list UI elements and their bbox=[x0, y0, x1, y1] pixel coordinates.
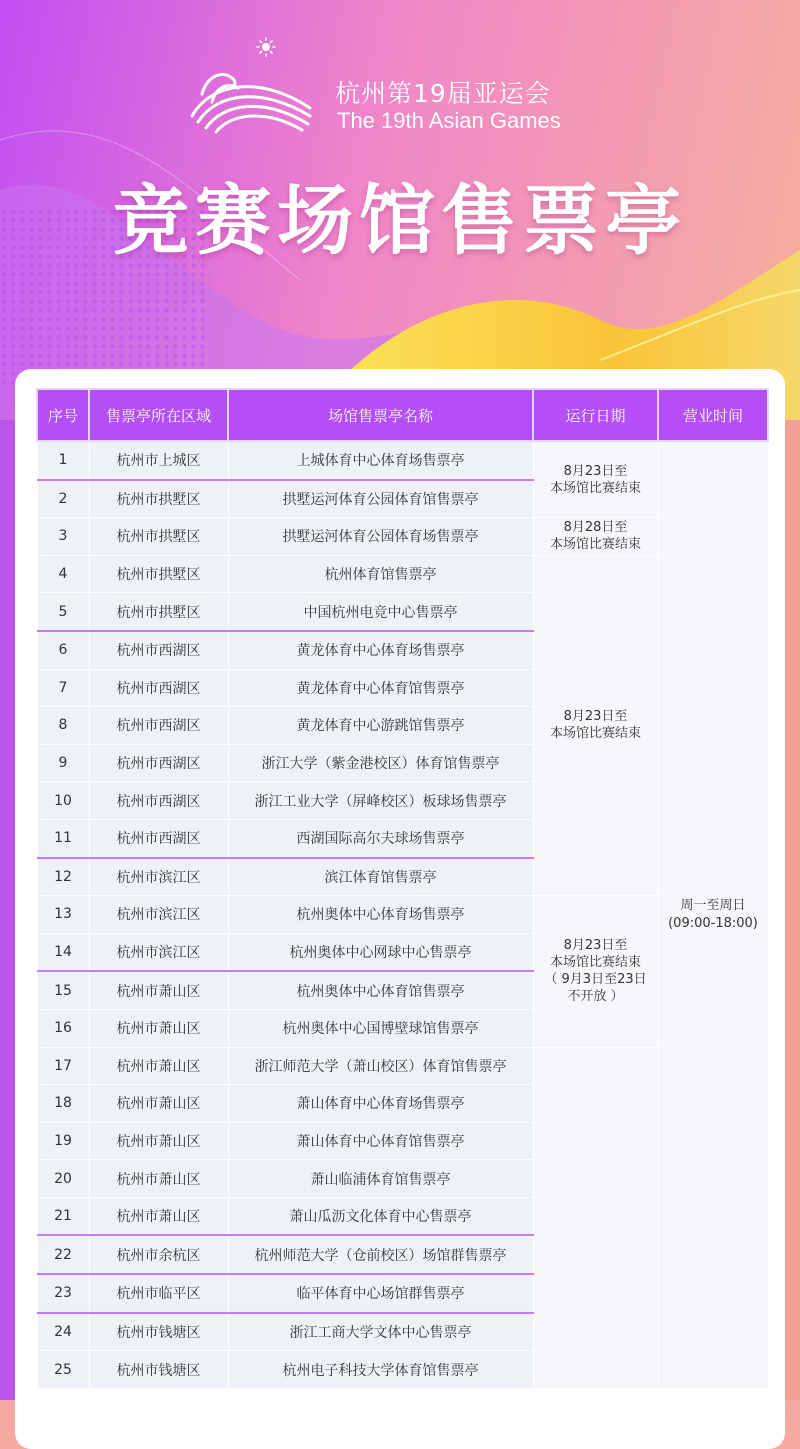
page-title: 竞赛场馆售票亭 bbox=[113, 176, 687, 265]
row-district: 杭州市西湖区 bbox=[89, 669, 228, 707]
row-district: 杭州市萧山区 bbox=[89, 1122, 228, 1160]
games-english-name: The 19th Asian Games bbox=[337, 108, 561, 133]
row-district: 杭州市西湖区 bbox=[89, 744, 228, 782]
row-booth-name: 临平体育中心场馆群售票亭 bbox=[228, 1274, 533, 1313]
row-district: 杭州市上城区 bbox=[89, 441, 228, 480]
row-booth-name: 杭州电子科技大学体育馆售票亭 bbox=[228, 1351, 533, 1389]
row-booth-name: 中国杭州电竞中心售票亭 bbox=[228, 593, 533, 631]
row-booth-name: 拱墅运河体育公园体育馆售票亭 bbox=[228, 480, 533, 518]
hours-time: (09:00-18:00) bbox=[668, 915, 758, 931]
row-district: 杭州市临平区 bbox=[89, 1274, 228, 1313]
row-booth-name: 杭州奥体中心体育场售票亭 bbox=[228, 896, 533, 934]
row-booth-name: 杭州体育馆售票亭 bbox=[228, 555, 533, 593]
ticket-booth-table bbox=[36, 388, 769, 1389]
row-no: 16 bbox=[37, 1009, 89, 1047]
row-booth-name: 杭州奥体中心体育馆售票亭 bbox=[228, 971, 533, 1009]
run-dates-note: （ 9月3日至23日 bbox=[544, 972, 647, 988]
run-dates-line: 本场馆比赛结束 bbox=[549, 480, 641, 496]
run-dates-group-4 bbox=[533, 896, 658, 1047]
row-booth-name: 杭州师范大学（仓前校区）场馆群售票亭 bbox=[228, 1235, 533, 1274]
row-district: 杭州市滨江区 bbox=[89, 933, 228, 971]
row-booth-name: 黄龙体育中心体育馆售票亭 bbox=[228, 669, 533, 707]
row-district: 杭州市钱塘区 bbox=[89, 1313, 228, 1351]
row-no: 9 bbox=[37, 744, 89, 782]
row-no: 2 bbox=[37, 480, 89, 518]
row-no: 17 bbox=[37, 1047, 89, 1085]
row-district: 杭州市萧山区 bbox=[89, 1085, 228, 1123]
row-booth-name: 滨江体育馆售票亭 bbox=[228, 858, 533, 896]
row-district: 杭州市萧山区 bbox=[89, 1197, 228, 1235]
row-no: 4 bbox=[37, 555, 89, 593]
row-no: 23 bbox=[37, 1274, 89, 1313]
run-dates-line: 本场馆比赛结束 bbox=[549, 537, 641, 553]
row-booth-name: 杭州奥体中心网球中心售票亭 bbox=[228, 933, 533, 971]
row-no: 13 bbox=[37, 896, 89, 934]
row-no: 6 bbox=[37, 631, 89, 669]
run-dates-line: 8月28日至 bbox=[563, 520, 628, 536]
row-booth-name: 萧山瓜沥文化体育中心售票亭 bbox=[228, 1197, 533, 1235]
column-header-district: 售票亭所在区域 bbox=[89, 389, 228, 441]
asian-games-emblem-icon bbox=[182, 36, 322, 136]
row-booth-name: 浙江工商大学文体中心售票亭 bbox=[228, 1313, 533, 1351]
run-dates-group-3 bbox=[533, 555, 658, 895]
games-logo bbox=[182, 36, 602, 146]
column-header-booth-name: 场馆售票亭名称 bbox=[228, 389, 533, 441]
row-no: 12 bbox=[37, 858, 89, 896]
row-booth-name: 萧山临浦体育馆售票亭 bbox=[228, 1160, 533, 1198]
row-booth-name: 浙江大学（紫金港校区）体育馆售票亭 bbox=[228, 744, 533, 782]
row-no: 7 bbox=[37, 669, 89, 707]
row-booth-name: 萧山体育中心体育馆售票亭 bbox=[228, 1122, 533, 1160]
row-district: 杭州市萧山区 bbox=[89, 1047, 228, 1085]
row-district: 杭州市滨江区 bbox=[89, 896, 228, 934]
column-header-hours: 营业时间 bbox=[658, 389, 768, 441]
row-no: 22 bbox=[37, 1235, 89, 1274]
games-chinese-name: 杭州第19届亚运会 bbox=[335, 79, 551, 108]
row-booth-name: 浙江工业大学（屏峰校区）板球场售票亭 bbox=[228, 782, 533, 820]
row-district: 杭州市拱墅区 bbox=[89, 480, 228, 518]
run-dates-line: 8月23日至 bbox=[563, 463, 628, 479]
run-dates-line: 本场馆比赛结束 bbox=[549, 955, 641, 971]
header bbox=[0, 0, 800, 400]
row-booth-name: 杭州奥体中心国博壁球馆售票亭 bbox=[228, 1009, 533, 1047]
row-no: 20 bbox=[37, 1160, 89, 1198]
row-no: 8 bbox=[37, 707, 89, 745]
row-district: 杭州市余杭区 bbox=[89, 1235, 228, 1274]
row-district: 杭州市萧山区 bbox=[89, 971, 228, 1009]
row-no: 15 bbox=[37, 971, 89, 1009]
row-no: 11 bbox=[37, 819, 89, 857]
hours-days: 周一至周日 bbox=[680, 897, 746, 913]
table-row bbox=[37, 441, 768, 480]
row-district: 杭州市拱墅区 bbox=[89, 555, 228, 593]
row-no: 1 bbox=[37, 441, 89, 480]
run-dates-line: 8月23日至 bbox=[563, 938, 628, 954]
row-booth-name: 浙江师范大学（萧山校区）体育馆售票亭 bbox=[228, 1047, 533, 1085]
row-district: 杭州市西湖区 bbox=[89, 782, 228, 820]
column-header-no: 序号 bbox=[37, 389, 89, 441]
row-no: 18 bbox=[37, 1085, 89, 1123]
run-dates-group-1 bbox=[533, 441, 658, 518]
row-no: 5 bbox=[37, 593, 89, 631]
row-no: 3 bbox=[37, 518, 89, 556]
table-header-row bbox=[37, 389, 768, 441]
row-booth-name: 萧山体育中心体育场售票亭 bbox=[228, 1085, 533, 1123]
row-no: 25 bbox=[37, 1351, 89, 1389]
row-district: 杭州市西湖区 bbox=[89, 819, 228, 857]
row-district: 杭州市萧山区 bbox=[89, 1009, 228, 1047]
row-district: 杭州市拱墅区 bbox=[89, 593, 228, 631]
business-hours bbox=[658, 441, 768, 1388]
ticket-booth-table-card bbox=[15, 369, 785, 1449]
row-no: 21 bbox=[37, 1197, 89, 1235]
row-no: 14 bbox=[37, 933, 89, 971]
row-booth-name: 黄龙体育中心体育场售票亭 bbox=[228, 631, 533, 669]
row-district: 杭州市拱墅区 bbox=[89, 518, 228, 556]
row-booth-name: 拱墅运河体育公园体育场售票亭 bbox=[228, 518, 533, 556]
run-dates-line: 8月23日至 bbox=[563, 709, 628, 725]
row-district: 杭州市滨江区 bbox=[89, 858, 228, 896]
row-no: 19 bbox=[37, 1122, 89, 1160]
run-dates-note: 不开放 ） bbox=[567, 989, 624, 1005]
column-header-dates: 运行日期 bbox=[533, 389, 658, 441]
row-no: 24 bbox=[37, 1313, 89, 1351]
run-dates-line: 本场馆比赛结束 bbox=[549, 726, 641, 742]
row-district: 杭州市西湖区 bbox=[89, 631, 228, 669]
row-district: 杭州市钱塘区 bbox=[89, 1351, 228, 1389]
row-district: 杭州市萧山区 bbox=[89, 1160, 228, 1198]
run-dates-group-2 bbox=[533, 518, 658, 556]
row-district: 杭州市西湖区 bbox=[89, 707, 228, 745]
run-dates-group-5 bbox=[533, 1047, 658, 1388]
row-booth-name: 黄龙体育中心游跳馆售票亭 bbox=[228, 707, 533, 745]
row-booth-name: 上城体育中心体育场售票亭 bbox=[228, 441, 533, 480]
row-booth-name: 西湖国际高尔夫球场售票亭 bbox=[228, 819, 533, 857]
row-no: 10 bbox=[37, 782, 89, 820]
